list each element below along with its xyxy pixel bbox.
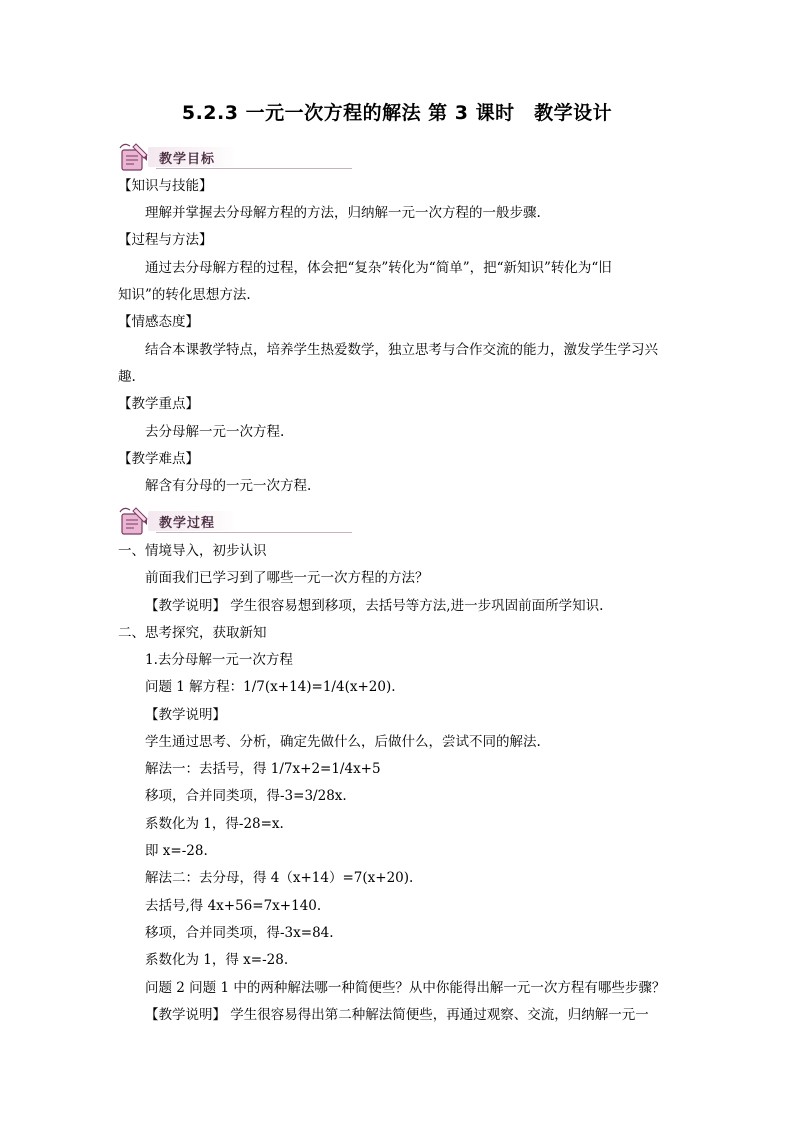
process-method-text-2: 知识”的转化思想方法. bbox=[118, 287, 251, 303]
section-header-label: 教学过程 bbox=[159, 516, 216, 531]
emotion-text-2: 趣. bbox=[118, 369, 136, 385]
key-point-text: 去分母解一元一次方程. bbox=[145, 424, 285, 440]
teaching-note-2: 【教学说明】 学生很容易得出第二种解法简便些，再通过观察、交流，归纳解一元一 bbox=[145, 1007, 649, 1023]
section-header-underline bbox=[156, 168, 352, 169]
part2-heading: 二、思考探究，获取新知 bbox=[118, 625, 267, 641]
page-title: 5.2.3 一元一次方程的解法 第 3 课时 教学设计 bbox=[181, 102, 613, 124]
emotion-heading: 【情感态度】 bbox=[118, 314, 199, 330]
key-point-heading: 【教学重点】 bbox=[118, 396, 199, 412]
process-method-text-1: 通过去分母解方程的过程，体会把“复杂”转化为“简单”，把“新知识”转化为“旧 bbox=[145, 260, 612, 276]
notepad-pencil-icon bbox=[116, 504, 152, 538]
teaching-note-heading: 【教学说明】 bbox=[145, 707, 226, 723]
solution-1-step-3: 系数化为 1，得-28=x. bbox=[145, 816, 284, 832]
solution-2-step-2: 去括号,得 4x+56=7x+140. bbox=[145, 898, 322, 914]
teaching-note-text: 学生通过思考、分析，确定先做什么，后做什么，尝试不同的解法. bbox=[145, 734, 541, 750]
section-header-underline bbox=[156, 532, 352, 533]
emotion-text-1: 结合本课教学特点，培养学生热爱数学，独立思考与合作交流的能力，激发学生学习兴 bbox=[145, 342, 658, 358]
section-header-process bbox=[116, 504, 246, 538]
section-header-label: 教学目标 bbox=[159, 152, 216, 167]
solution-2-step-1: 解法二：去分母，得 4（x+14）=7(x+20). bbox=[145, 870, 414, 886]
section-header-objectives bbox=[116, 140, 246, 174]
solution-1-step-1: 解法一：去括号，得 1/7x+2=1/4x+5 bbox=[145, 761, 381, 777]
part1-teaching-note: 【教学说明】 学生很容易想到移项，去括号等方法,进一步巩固前面所学知识. bbox=[145, 598, 604, 614]
solution-2-step-4: 系数化为 1，得 x=-28. bbox=[145, 952, 289, 968]
question-1: 问题 1 解方程：1/7(x+14)=1/4(x+20). bbox=[145, 679, 396, 695]
subsection-1-heading: 1.去分母解一元一次方程 bbox=[145, 652, 293, 668]
solution-1-step-2: 移项，合并同类项，得-3=3/28x. bbox=[145, 788, 347, 804]
part1-heading: 一、情境导入，初步认识 bbox=[118, 543, 267, 559]
difficulty-text: 解含有分母的一元一次方程. bbox=[145, 478, 312, 494]
notepad-pencil-icon bbox=[116, 140, 152, 174]
solution-1-step-4: 即 x=-28. bbox=[145, 843, 208, 859]
knowledge-text: 理解并掌握去分母解方程的方法，归纳解一元一次方程的一般步骤. bbox=[145, 205, 541, 221]
knowledge-heading: 【知识与技能】 bbox=[118, 178, 213, 194]
process-method-heading: 【过程与方法】 bbox=[118, 232, 213, 248]
question-2: 问题 2 问题 1 中的两种解法哪一种简便些？从中你能得出解一元一次方程有哪些步骤？ bbox=[145, 980, 666, 996]
difficulty-heading: 【教学难点】 bbox=[118, 451, 199, 467]
solution-2-step-3: 移项，合并同类项，得-3x=84. bbox=[145, 925, 334, 941]
part1-text: 前面我们已学习到了哪些一元一次方程的方法？ bbox=[145, 570, 429, 586]
